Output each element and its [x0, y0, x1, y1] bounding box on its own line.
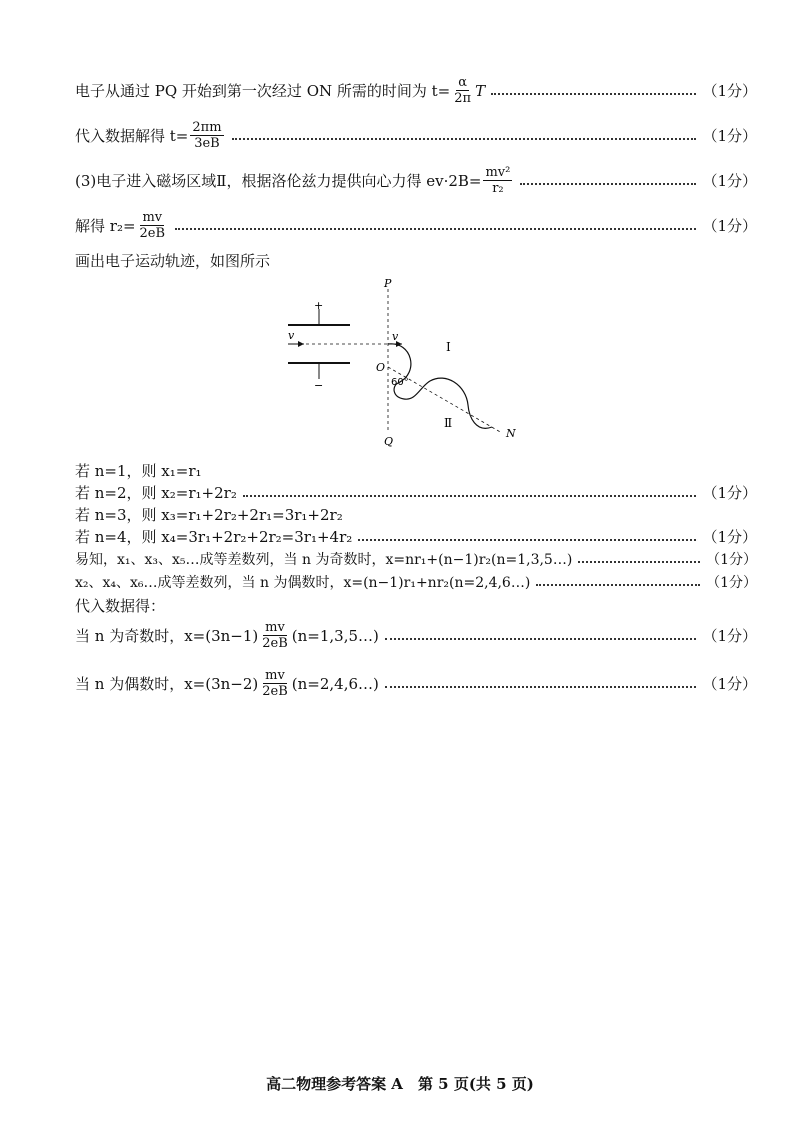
case-text: x₂、x₄、x₆…成等差数列，当 n 为偶数时，x=(n−1)r₁+nr₂(n=2,4,6…) [75, 575, 531, 591]
case-line-7 [75, 595, 757, 616]
case-line-6 [75, 572, 757, 592]
label-o: O [376, 361, 386, 374]
fraction [452, 75, 473, 106]
result-line-even [75, 668, 757, 699]
dot-leader [232, 138, 697, 140]
case-line-3 [75, 504, 757, 525]
caption-line [75, 250, 757, 271]
dot-leader [243, 495, 697, 497]
label-p: P [384, 277, 392, 290]
fraction-denominator: 3eB [194, 136, 220, 151]
score-label: （1分） [702, 127, 757, 145]
score-label: （1分） [706, 575, 757, 591]
page-footer: 高二物理参考答案 A 第 5 页(共 5 页) [266, 1075, 534, 1093]
score-label: （1分） [702, 675, 757, 693]
dot-leader [385, 686, 697, 688]
region-2-label: Ⅱ [444, 416, 453, 430]
dot-leader [358, 539, 696, 541]
velocity-label-left: v [288, 329, 295, 342]
fraction-numerator: 2πm [192, 120, 222, 135]
case-text: 若 n=3，则 x₃=r₁+2r₂+2r₁=3r₁+2r₂ [75, 506, 343, 524]
fraction-denominator: 2π [454, 91, 472, 106]
label-q: Q [384, 435, 394, 448]
trajectory-figure [280, 275, 520, 450]
line-suffix: T [475, 81, 486, 100]
answer-line-3 [75, 165, 757, 196]
score-label: （1分） [706, 552, 757, 568]
answer-line-2 [75, 120, 757, 151]
dot-leader [536, 584, 700, 586]
dot-leader [491, 93, 696, 95]
velocity-label-right: v [392, 330, 399, 343]
fraction-numerator: mv [142, 210, 163, 225]
line-text: 解得 r₂= [75, 217, 136, 235]
score-label: （1分） [702, 528, 757, 546]
fraction [190, 120, 223, 151]
score-label: （1分） [702, 484, 757, 502]
region-1-label: Ⅰ [446, 340, 451, 354]
fraction-denominator: r₂ [492, 181, 504, 196]
minus-sign: − [314, 379, 324, 392]
case-text: 易知，x₁、x₃、x₅…成等差数列，当 n 为奇数时，x=nr₁+(n−1)r₂(n=1,3,5…) [75, 552, 573, 568]
fraction-numerator: mv [265, 620, 285, 635]
fraction-denominator: 2eB [139, 226, 166, 241]
label-n: N [506, 427, 516, 440]
fraction-numerator: mv [265, 668, 285, 683]
dot-leader [520, 183, 696, 185]
trajectory-diagram [280, 275, 520, 450]
fraction-denominator: 2eB [262, 684, 288, 699]
fraction-denominator: 2eB [262, 636, 288, 651]
case-line-4 [75, 526, 757, 547]
case-text: 若 n=1，则 x₁=r₁ [75, 462, 202, 480]
fraction [260, 668, 290, 699]
case-line-1 [75, 460, 757, 481]
dot-leader [578, 561, 700, 563]
result-line-odd [75, 620, 757, 651]
case-text: 代入数据得： [75, 597, 166, 615]
case-line-5 [75, 549, 757, 569]
figure-caption: 画出电子运动轨迹，如图所示 [75, 252, 271, 270]
score-label: （1分） [702, 217, 757, 235]
fraction-numerator: α [458, 75, 468, 90]
score-label: （1分） [702, 172, 757, 190]
result-suffix: (n=1,3,5…) [291, 626, 379, 645]
line-text: 电子从通过 PQ 开始到第一次经过 ON 所需的时间为 t= [75, 82, 451, 100]
fraction [260, 620, 290, 651]
fraction [138, 210, 168, 241]
score-label: （1分） [702, 627, 757, 645]
result-prefix: 当 n 为偶数时，x=(3n−2) [75, 675, 259, 693]
arrowhead [298, 341, 304, 347]
result-prefix: 当 n 为奇数时，x=(3n−1) [75, 627, 259, 645]
case-line-2 [75, 482, 757, 503]
angle-label: 60° [391, 377, 409, 388]
fraction [483, 165, 512, 196]
line-text: 代入数据解得 t= [75, 127, 189, 145]
dot-leader [175, 228, 696, 230]
answer-line-1 [75, 75, 757, 106]
score-label: （1分） [702, 82, 757, 100]
case-text: 若 n=4，则 x₄=3r₁+2r₂+2r₂=3r₁+4r₂ [75, 528, 353, 546]
dot-leader [385, 638, 697, 640]
line-text: (3)电子进入磁场区域Ⅱ，根据洛伦兹力提供向心力得 ev·2B= [75, 172, 482, 190]
answer-line-4 [75, 210, 757, 241]
plus-sign: + [314, 299, 324, 312]
fraction-numerator: mv² [485, 165, 511, 180]
result-suffix: (n=2,4,6…) [291, 674, 379, 693]
case-text: 若 n=2，则 x₂=r₁+2r₂ [75, 484, 237, 502]
